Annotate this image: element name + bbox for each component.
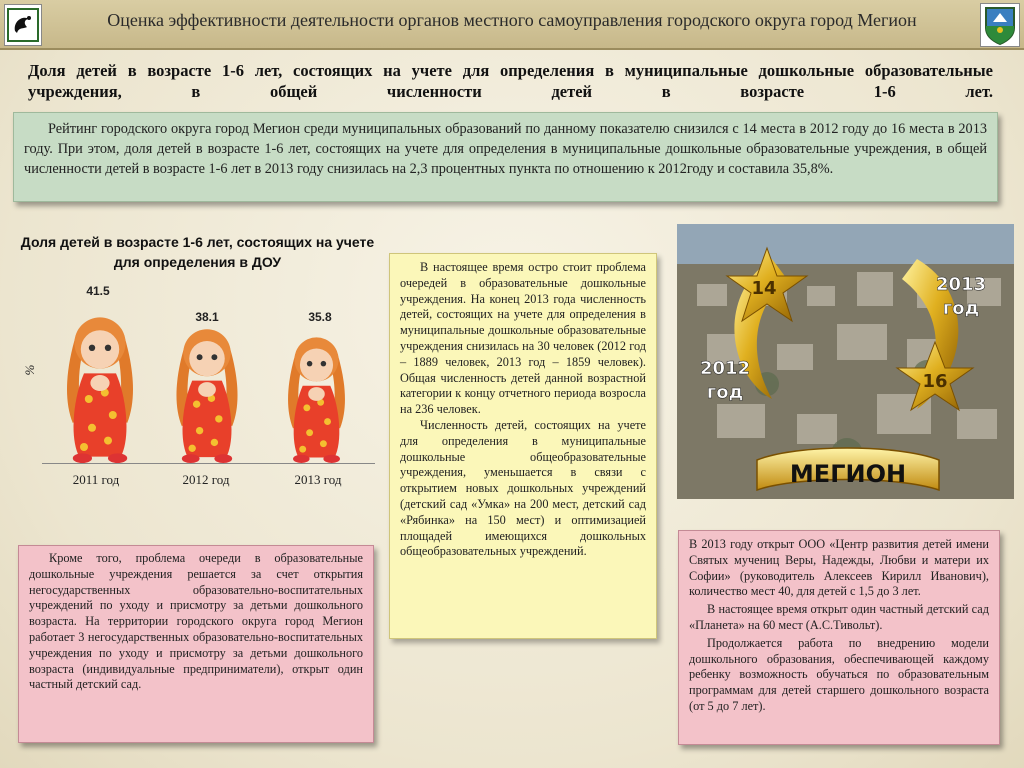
city-emblem-icon — [4, 4, 42, 46]
rank-2012-label: 14 — [751, 278, 777, 299]
page-title: Оценка эффективности деятельности органов местного самоуправления городского округа город Мегион — [107, 10, 917, 30]
region-coat-of-arms-icon — [980, 3, 1020, 47]
year-2013-line2: год — [942, 298, 980, 319]
indicator-heading: Доля детей в возрасте 1-6 лет, состоящих на учете для определения в муниципальные дошкольные образовательные учреждения, в общей численности детей в возрасте 1-6 лет. — [28, 61, 993, 101]
new-centers-paragraph-3: Продолжается работа по внедрению модели дошкольного образования, обеспечивающей каждому ребенку возможность обучаться по образовательным программам для детей старшего дошкольного возраста (от 5 до 7 лет). — [689, 635, 989, 713]
rating-summary-text: Рейтинг городского округа город Мегион среди муниципальных образований по данному показателю снизился с 14 места в 2012 году до 16 места в 2013 году. При этом, доля детей в возрасте 1-6 лет, состоящих на учете для определения в муниципальные дошкольные образовательные учреждения, в общей численности детей в возрасте 1-6 лет в 2013 году снизилась на 2,3 процентных пункта по отношению к 2012году и составила 35,8%. — [24, 121, 987, 177]
queue-info-paragraph-2: Численность детей, состоящих на учете для определения в муниципальные дошкольные общеобразовательные учреждения, уменьшается в связи с открытием новых дошкольных учреждений (детский сад «Умка» на 200 мест, детский сад «Рябинка» на 150 мест) и оптимизацией площадей имеющихся дошкольных общеобразовательных учреждений. — [400, 417, 646, 559]
y-axis-label: % — [22, 364, 38, 376]
doll-bar-2012 — [170, 316, 244, 463]
year-2013-line1: 2013 — [935, 274, 987, 295]
new-centers-paragraph-2: В настоящее время открыт один частный детский сад «Планета» на 60 мест (А.С.Тивольт). — [689, 602, 989, 632]
private-kindergartens-text: Кроме того, проблема очереди в образовательные дошкольные учреждения решается за счет открытия негосударственных образовательно-воспитательных учреждений по уходу и присмотру за детьми дошкольного возраста. На территории городского округа город Мегион работает 3 негосударственных образовательно-воспитательных учреждения по уходу и присмотру за детьми дошкольного возраста (индивидуальные предприниматели), открыт один частный детский сад. — [29, 551, 363, 692]
value-label-2013: 35.8 — [308, 310, 332, 324]
category-label-2013: 2013 год — [294, 472, 342, 487]
x-axis-line — [42, 463, 375, 464]
bar-chart — [20, 280, 380, 500]
value-label-2012: 38.1 — [195, 310, 219, 324]
queue-info-paragraph-1: В настоящее время остро стоит проблема очередей в образовательные дошкольные учреждения. На конец 2013 года численность детей, состоящих на учете для определения в муниципальные дошкольные образовательные учреждения снизилась на 30 человек (2012 год – 1889 человек, 2013 год – 1859 человек). Общая численность детей данной возрастной категории к концу отчетного периода возросла на 236 человек. — [400, 260, 646, 417]
year-2012-line1: 2012 — [699, 358, 751, 379]
new-centers-paragraph-1: В 2013 году открыт ООО «Центр развития детей имени Святых мучениц Веры, Надежды, Любви и матери их Софии» (руководитель Алексеев Кирилл Иванович), количество мест 40, для детей с 1,5 до 3 лет. — [689, 537, 989, 599]
value-label-2011: 41.5 — [86, 284, 110, 298]
new-centers-box — [678, 530, 1000, 745]
header-bar — [0, 0, 1024, 50]
rating-summary-box — [13, 112, 998, 202]
chart-title: Доля детей в возрасте 1-6 лет, состоящих на учете для определения в ДОУ — [20, 234, 375, 270]
doll-bar-2011 — [60, 303, 140, 463]
category-label-2012: 2012 год — [182, 472, 230, 487]
category-label-2011: 2011 год — [72, 472, 120, 487]
private-kindergartens-box — [18, 545, 374, 743]
rank-2013-label: 16 — [922, 371, 948, 392]
doll-bar-2013 — [282, 325, 351, 463]
rating-photo-graphic — [677, 224, 1014, 499]
queue-info-box — [389, 253, 657, 639]
city-name-label: МЕГИОН — [789, 460, 907, 488]
year-2012-line2: год — [706, 382, 744, 403]
